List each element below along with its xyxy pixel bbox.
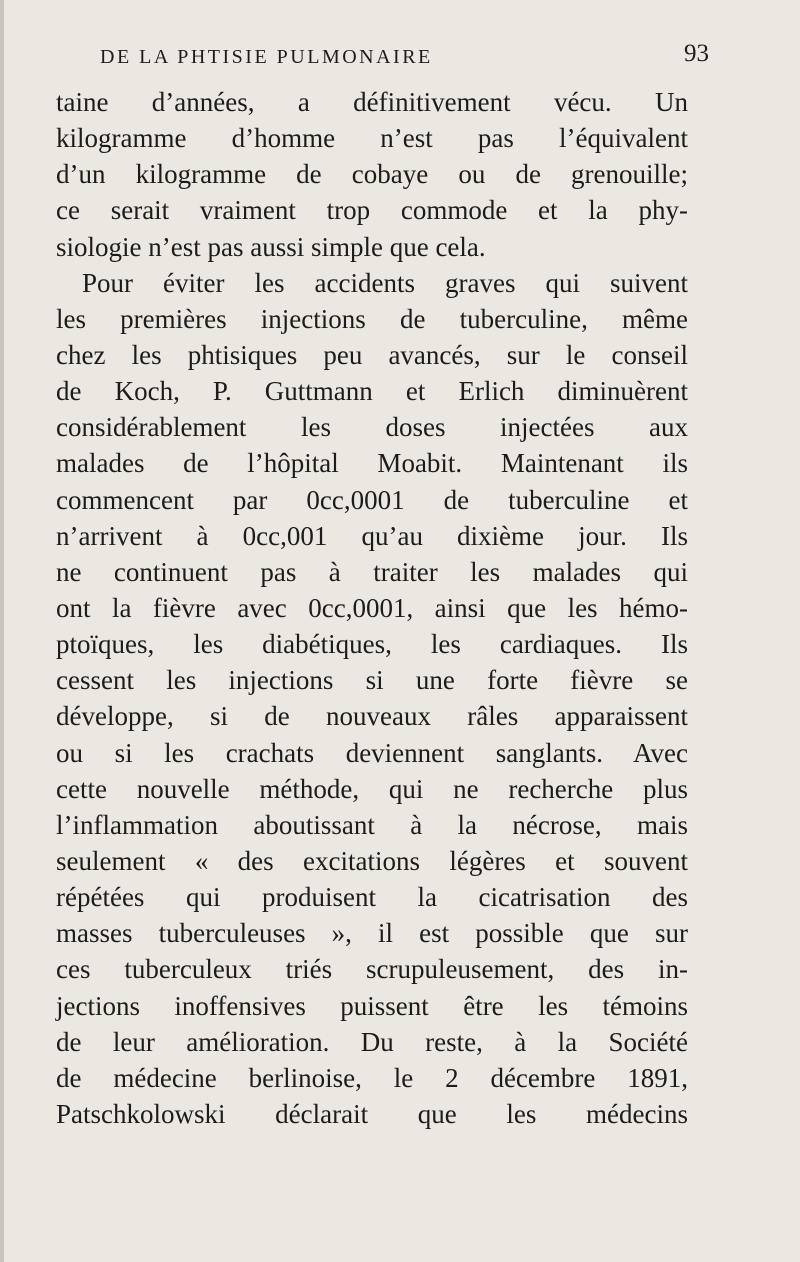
text-line: l’inflammation aboutissant à la nécrose, mais <box>56 809 688 840</box>
text-line: masses tuberculeuses », il est possible que sur <box>56 918 688 949</box>
text-line: malades de l’hôpital Moabit. Maintenant ils <box>56 448 688 479</box>
text-line: taine d’années, a définitivement vécu. Un <box>56 87 688 117</box>
page-number: 93 <box>684 40 709 67</box>
text-line: ne continuent pas à traiter les malades qui <box>56 556 688 587</box>
text-line: répétées qui produisent la cicatrisation des <box>56 882 688 913</box>
text-line: seulement « des excitations légères et souvent <box>56 845 688 876</box>
text-line: jections inoffensives puissent être les témoins <box>56 990 688 1021</box>
text-line: commencent par 0cc,0001 de tuberculine et <box>56 484 688 515</box>
text-line: de médecine berlinoise, le 2 décembre 1891, <box>56 1062 688 1093</box>
text-line: Pour éviter les accidents graves qui suivent <box>82 267 688 298</box>
page-gutter-edge <box>0 0 4 1262</box>
text-line: ce serait vraiment trop commode et la phy- <box>56 195 688 226</box>
text-line: ces tuberculeux triés scrupuleusement, des in- <box>56 954 688 985</box>
text-line: d’un kilogramme de cobaye ou de grenouille; <box>56 159 688 190</box>
text-line: n’arrivent à 0cc,001 qu’au dixième jour. Ils <box>56 520 688 551</box>
text-line: cessent les injections si une forte fièvre se <box>56 665 688 696</box>
text-line: développe, si de nouveaux râles apparaissent <box>56 701 688 732</box>
body-text <box>56 84 688 1132</box>
running-title: DE LA PHTISIE PULMONAIRE <box>100 46 433 68</box>
text-line: kilogramme d’homme n’est pas l’équivalent <box>56 123 688 154</box>
text-line: de Koch, P. Guttmann et Erlich diminuèrent <box>56 376 688 407</box>
text-line: ptoïques, les diabétiques, les cardiaques. Ils <box>56 629 688 660</box>
text-line: de leur amélioration. Du reste, à la Société <box>56 1026 688 1057</box>
text-line: Patschkolowski déclarait que les médecins <box>56 1098 688 1129</box>
text-line: considérablement les doses injectées aux <box>56 412 688 443</box>
text-line: ont la fièvre avec 0cc,0001, ainsi que les hémo- <box>56 592 688 623</box>
text-line: ou si les crachats deviennent sanglants. Avec <box>56 737 688 768</box>
text-line: cette nouvelle méthode, qui ne recherche plus <box>56 773 688 804</box>
text-line: siologie n’est pas aussi simple que cela. <box>56 231 486 262</box>
text-line: les premières injections de tuberculine, même <box>56 303 688 334</box>
text-line: chez les phtisiques peu avancés, sur le conseil <box>56 339 688 370</box>
